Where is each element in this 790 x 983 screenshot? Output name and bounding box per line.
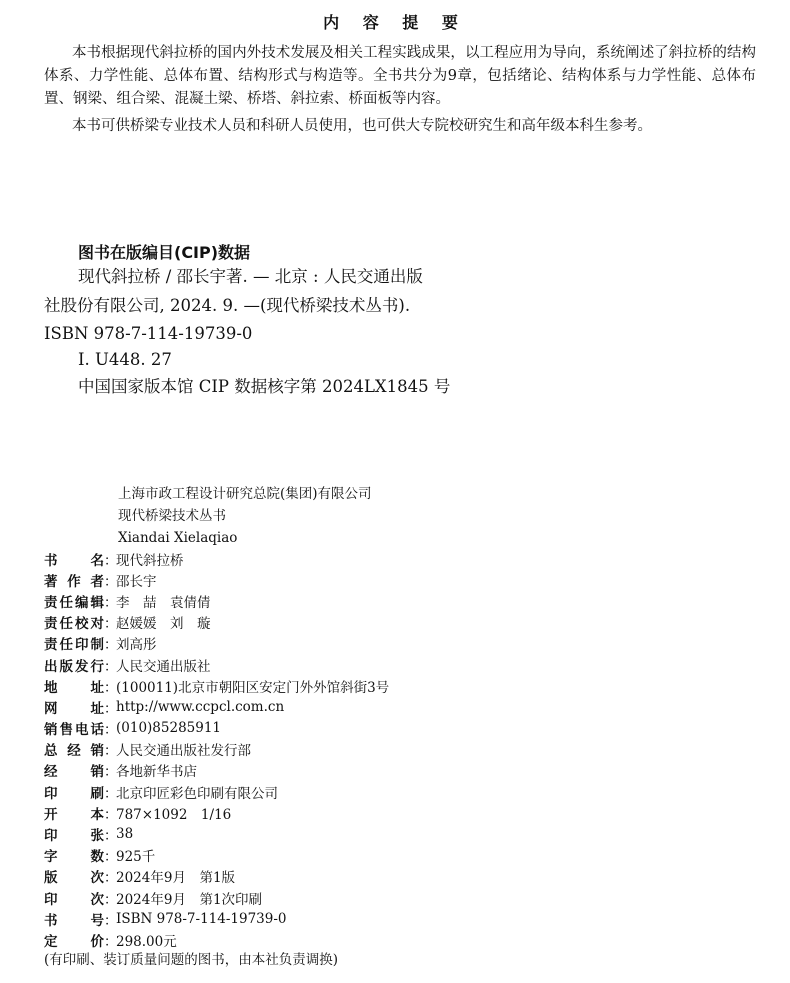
- info-value: 北京印匠彩色印刷有限公司: [116, 785, 278, 802]
- info-row-website: [44, 696, 389, 717]
- info-value: (010)85285911: [116, 720, 222, 737]
- info-value: 各地新华书店: [116, 764, 197, 781]
- info-label: 印次: [44, 891, 104, 908]
- summary-paragraph-1: 本书根据现代斜拉桥的国内外技术发展及相关工程实践成果，以工程应用为导向，系统阐述了斜拉桥的结构体系、力学性能、总体布置、结构形式与构造等。全书共分为9章，包括绪论、结构体系与力学性能、总体布置、钢梁、组合梁、混凝土梁、桥塔、斜拉索、桥面板等内容。: [44, 45, 756, 107]
- info-row-printing: [44, 887, 389, 908]
- cip-line-publisher: 社股份有限公司, 2024. 9. —(现代桥梁技术丛书).: [44, 296, 411, 315]
- info-row-print-manager: [44, 633, 389, 654]
- info-colon: ：: [104, 700, 118, 717]
- info-colon: ：: [104, 658, 118, 675]
- info-row-word-count: [44, 845, 389, 866]
- info-colon: ：: [104, 679, 118, 696]
- info-colon: ：: [104, 806, 118, 823]
- quality-notice: (有印刷、装订质量问题的图书，由本社负责调换): [44, 952, 339, 968]
- info-row-proofreader: [44, 612, 389, 633]
- cip-line-record-number: 中国国家版本馆 CIP 数据核字第 2024LX1845 号: [78, 377, 451, 396]
- info-label: 版次: [44, 870, 104, 887]
- info-label: 书号: [44, 912, 104, 929]
- info-value: 李 喆 袁倩倩: [116, 594, 211, 611]
- cip-heading: 图书在版编目(CIP)数据: [78, 243, 251, 262]
- info-colon: ：: [104, 637, 118, 654]
- info-value: 38: [116, 826, 134, 843]
- info-value: 人民交通出版社发行部: [116, 743, 251, 760]
- summary-paragraph-2: 本书可供桥梁专业技术人员和科研人员使用，也可供大专院校研究生和高年级本科生参考。: [72, 118, 652, 134]
- info-value: 787×1092 1/16: [116, 806, 232, 823]
- info-label: 地址: [44, 679, 104, 696]
- info-colon: ：: [104, 764, 118, 781]
- summary-title: 内 容 提 要: [323, 13, 467, 32]
- info-label: 责任印制: [44, 637, 104, 654]
- info-row-printer: [44, 781, 389, 802]
- info-value: 2024年9月 第1次印刷: [116, 891, 263, 908]
- info-colon: ：: [104, 616, 118, 633]
- info-label: 印张: [44, 828, 104, 845]
- publication-pinyin-title: Xiandai Xielaqiao: [118, 530, 238, 546]
- copyright-info-list: [44, 548, 389, 951]
- info-colon: ：: [104, 722, 118, 739]
- info-value: http://www.ccpcl.com.cn: [116, 698, 285, 715]
- info-row-author: [44, 569, 389, 590]
- info-value: ISBN 978-7-114-19739-0: [116, 910, 287, 927]
- info-value: 邵长宇: [116, 573, 157, 590]
- cip-line-title: 现代斜拉桥 / 邵长宇著. — 北京 : 人民交通出版: [78, 267, 423, 286]
- info-colon: ：: [104, 912, 118, 929]
- info-colon: ：: [104, 828, 118, 845]
- info-row-format: [44, 802, 389, 823]
- info-label: 经销: [44, 764, 104, 781]
- info-colon: ：: [104, 933, 118, 950]
- info-colon: ：: [104, 870, 118, 887]
- info-label: 总经销: [44, 743, 104, 760]
- publication-series: 现代桥梁技术丛书: [118, 508, 226, 524]
- info-row-isbn: [44, 908, 389, 929]
- info-row-general-distributor: [44, 739, 389, 760]
- info-row-address: [44, 675, 389, 696]
- info-value: (100011)北京市朝阳区安定门外外馆斜街3号: [116, 679, 390, 696]
- info-colon: ：: [104, 849, 118, 866]
- info-label: 责任校对: [44, 616, 104, 633]
- info-label: 定价: [44, 933, 104, 950]
- info-colon: ：: [104, 552, 118, 569]
- info-row-book-title: [44, 548, 389, 569]
- info-label: 书名: [44, 552, 104, 569]
- info-value: 人民交通出版社: [116, 658, 211, 675]
- info-colon: ：: [104, 573, 118, 590]
- publication-institute: 上海市政工程设计研究总院(集团)有限公司: [118, 486, 372, 502]
- info-value: 赵媛媛 刘 璇: [116, 616, 211, 633]
- info-value: 现代斜拉桥: [116, 552, 184, 569]
- info-row-editor: [44, 590, 389, 611]
- info-value: 2024年9月 第1版: [116, 870, 236, 887]
- info-label: 著作者: [44, 573, 104, 590]
- info-value: 925千: [116, 849, 156, 866]
- cip-line-isbn: ISBN 978-7-114-19739-0: [44, 324, 253, 343]
- info-value: 298.00元: [116, 933, 177, 950]
- info-colon: ：: [104, 594, 118, 611]
- info-colon: ：: [104, 785, 118, 802]
- info-label: 销售电话: [44, 722, 104, 739]
- info-row-edition: [44, 866, 389, 887]
- info-colon: ：: [104, 891, 118, 908]
- info-row-distributor: [44, 760, 389, 781]
- info-label: 网址: [44, 700, 104, 717]
- info-value: 刘高彤: [116, 637, 157, 654]
- info-label: 开本: [44, 806, 104, 823]
- info-label: 字数: [44, 849, 104, 866]
- info-row-sheets: [44, 823, 389, 844]
- cip-line-classification: Ⅰ. U448. 27: [78, 350, 172, 369]
- info-label: 印刷: [44, 785, 104, 802]
- info-label: 出版发行: [44, 658, 104, 675]
- info-label: 责任编辑: [44, 594, 104, 611]
- info-colon: ：: [104, 743, 118, 760]
- info-row-publisher: [44, 654, 389, 675]
- info-row-sales-phone: [44, 718, 389, 739]
